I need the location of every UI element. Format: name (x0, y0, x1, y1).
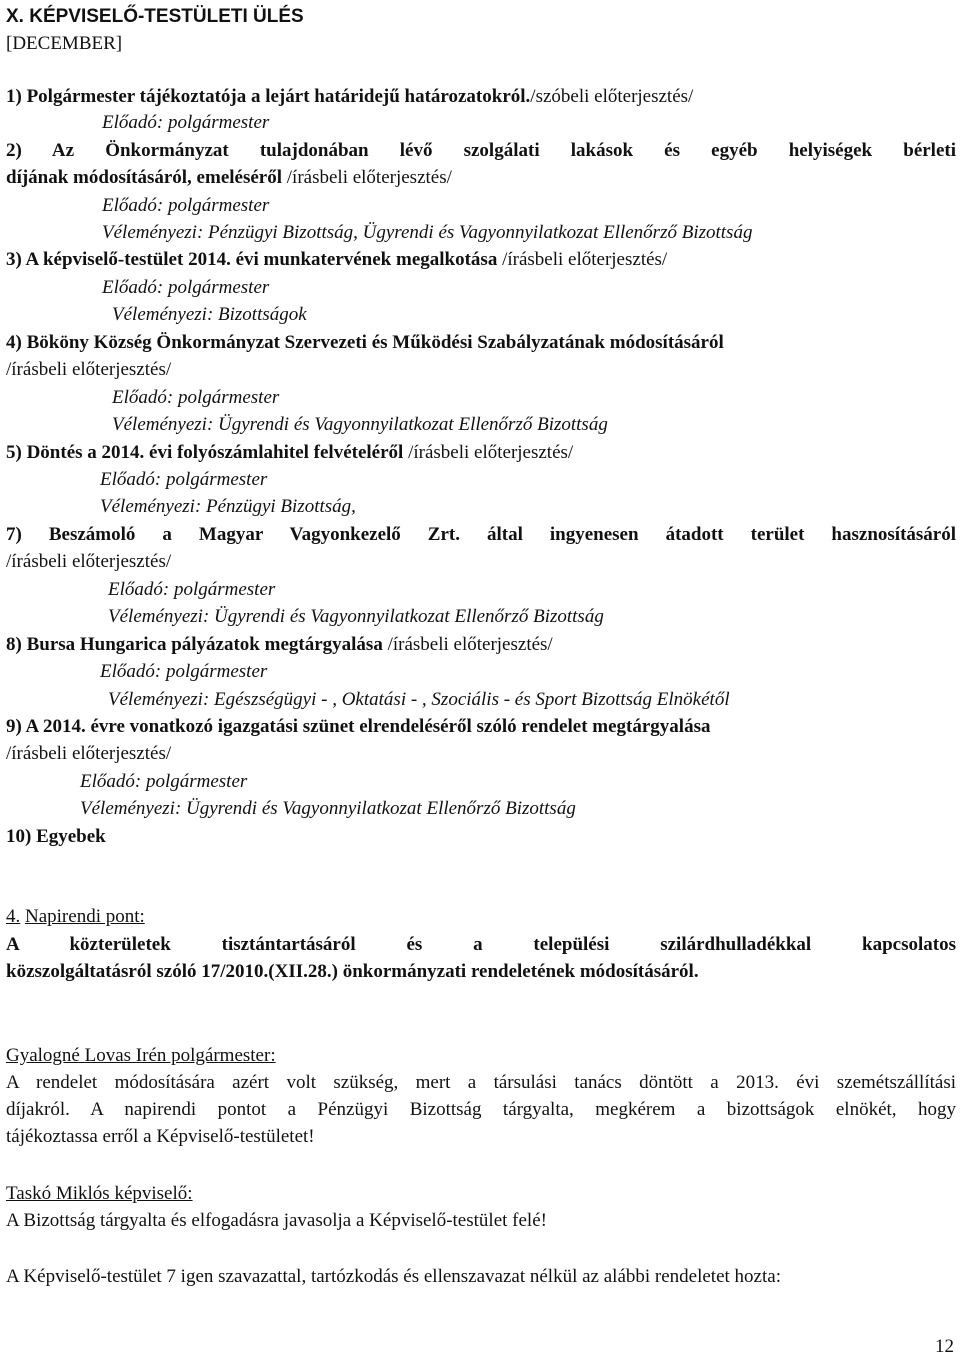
agenda-item-reviewer: Véleményezi: Pénzügyi Bizottság, (100, 496, 356, 517)
agenda-item-3 (6, 247, 667, 273)
speech-line: díjakról. A napirendi pontot a Pénzügyi Bizottság tárgyalta, megkérem a bizottságok elnökét, hogy (6, 1099, 956, 1120)
section-title-line1: A közterületek tisztántartásáról és a települési szilárdhulladékkal kapcsolatos (6, 934, 956, 955)
speaker-name: Gyalogné Lovas Irén polgármester: (6, 1045, 276, 1066)
agenda-item-doc-type: /írásbeli előterjesztés/ (286, 167, 452, 188)
closing-statement: A Képviselő-testület 7 igen szavazattal, tartózkodás és ellenszavazat nélkül az alábbi rendeletet hozta: (6, 1266, 781, 1287)
agenda-item-reviewer: Véleményezi: Ügyrendi és Vagyonnyilatkozat Ellenőrző Bizottság (108, 606, 604, 627)
agenda-item-presenter: Előadó: polgármester (102, 195, 270, 216)
agenda-item-4-title: 4) Bököny Község Önkormányzat Szervezeti és Működési Szabályzatának módosításáról (6, 332, 724, 353)
agenda-item-presenter: Előadó: polgármester (102, 112, 270, 133)
speaker-name: Taskó Miklós képviselő: (6, 1183, 193, 1204)
session-month: [DECEMBER] (6, 33, 123, 54)
agenda-item-doc-type: /írásbeli előterjesztés/ (6, 359, 172, 380)
speech-line: A rendelet módosítására azért volt szükség, mert a társulási tanács döntött a 2013. évi szemétszállítási (6, 1072, 956, 1093)
agenda-item-2-title-line1: 2) Az Önkormányzat tulajdonában lévő szolgálati lakások és egyéb helyiségek bérleti (6, 140, 956, 161)
speech-line: tájékoztassa erről a Képviselő-testületet! (6, 1126, 315, 1147)
agenda-item-doc-type: /szóbeli előterjesztés/ (530, 86, 694, 107)
speech-line: A Bizottság tárgyalta és elfogadásra javasolja a Képviselő-testület felé! (6, 1210, 547, 1231)
agenda-item-doc-type: /írásbeli előterjesztés/ (387, 634, 553, 655)
agenda-item-5 (6, 440, 573, 466)
agenda-item-reviewer: Véleményezi: Ügyrendi és Vagyonnyilatkozat Ellenőrző Bizottság (80, 798, 576, 819)
agenda-item-title: 5) Döntés a 2014. évi folyószámlahitel felvételéről (6, 442, 404, 463)
agenda-item-title: 8) Bursa Hungarica pályázatok megtárgyalása (6, 634, 383, 655)
agenda-item-doc-type: /írásbeli előterjesztés/ (502, 249, 668, 270)
agenda-item-title: díjának módosításáról, emeléséről (6, 167, 283, 188)
section-label: Napirendi pont: (25, 906, 145, 927)
agenda-item-1 (6, 84, 693, 110)
section-title-line2: közszolgáltatásról szóló 17/2010.(XII.28.) önkormányzati rendeletének módosításáról. (6, 961, 699, 982)
session-title: X. KÉPVISELŐ-TESTÜLETI ÜLÉS (6, 6, 304, 27)
agenda-item-doc-type: /írásbeli előterjesztés/ (6, 743, 172, 764)
agenda-item-reviewer: Véleményezi: Bizottságok (112, 304, 307, 325)
agenda-item-doc-type: /írásbeli előterjesztés/ (408, 442, 574, 463)
section-heading (6, 904, 145, 930)
agenda-item-title: 3) A képviselő-testület 2014. évi munkatervének megalkotása (6, 249, 498, 270)
agenda-item-reviewer: Véleményezi: Ügyrendi és Vagyonnyilatkozat Ellenőrző Bizottság (112, 414, 608, 435)
agenda-item-presenter: Előadó: polgármester (112, 387, 280, 408)
agenda-item-8 (6, 632, 553, 658)
agenda-item-presenter: Előadó: polgármester (100, 469, 268, 490)
agenda-item-7-title: 7) Beszámoló a Magyar Vagyonkezelő Zrt. által ingyenesen átadott terület hasznosításáról (6, 524, 956, 545)
agenda-item-10-title: 10) Egyebek (6, 826, 106, 847)
agenda-item-reviewer: Véleményezi: Egészségügyi - , Oktatási - , Szociális - és Sport Bizottság Elnökétől (108, 689, 730, 710)
agenda-item-doc-type: /írásbeli előterjesztés/ (6, 551, 172, 572)
agenda-item-presenter: Előadó: polgármester (80, 771, 248, 792)
agenda-item-presenter: Előadó: polgármester (108, 579, 276, 600)
agenda-item-reviewer: Véleményezi: Pénzügyi Bizottság, Ügyrendi és Vagyonnyilatkozat Ellenőrző Bizottság (102, 222, 753, 243)
agenda-item-2-title-line2 (6, 165, 452, 191)
agenda-item-presenter: Előadó: polgármester (100, 661, 268, 682)
agenda-item-9-title: 9) A 2014. évre vonatkozó igazgatási szünet elrendeléséről szóló rendelet megtárgyalása (6, 716, 711, 737)
agenda-item-presenter: Előadó: polgármester (102, 277, 270, 298)
agenda-item-title: 1) Polgármester tájékoztatója a lejárt határidejű határozatokról. (6, 86, 531, 107)
section-number: 4. (6, 906, 21, 927)
page-number: 12 (935, 1336, 954, 1357)
